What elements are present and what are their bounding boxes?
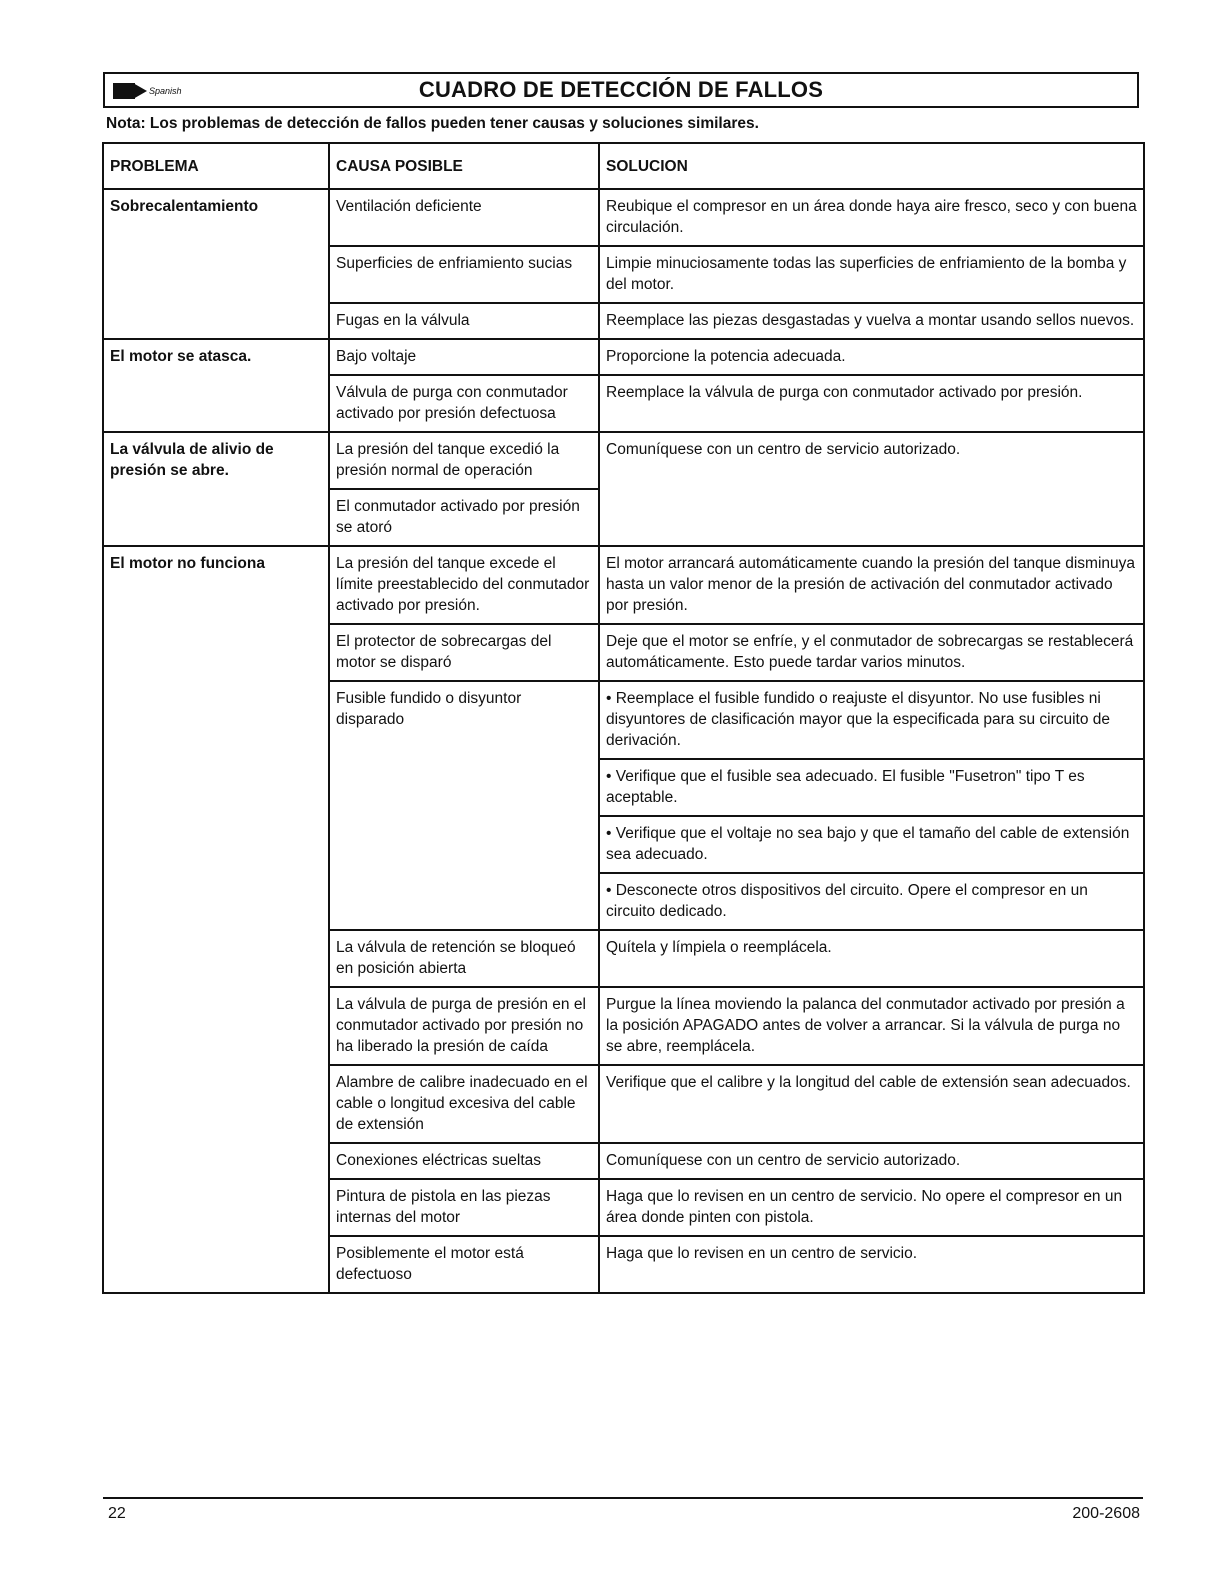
solution-cell: • Desconecte otros dispositivos del circuito. Opere el compresor en un circuito dedicado. [599, 873, 1144, 930]
solution-cell: Haga que lo revisen en un centro de servicio. [599, 1236, 1144, 1293]
cause-cell: La válvula de purga de presión en el conmutador activado por presión no ha liberado la presión de caída [329, 987, 599, 1065]
problem-cell: La válvula de alivio de presión se abre. [103, 432, 329, 546]
troubleshooting-table [102, 142, 1145, 1294]
solution-cell: • Verifique que el fusible sea adecuado. El fusible "Fusetron" tipo T es aceptable. [599, 759, 1144, 816]
table-row [103, 546, 1144, 624]
problem-cell: El motor no funciona [103, 546, 329, 1293]
language-label: Spanish [149, 86, 182, 96]
cause-cell: Fusible fundido o disyuntor disparado [329, 681, 599, 930]
note-text: Nota: Los problemas de detección de fallos pueden tener causas y soluciones similares. [106, 115, 759, 132]
column-header-problem: PROBLEMA [103, 143, 329, 189]
cause-cell: Conexiones eléctricas sueltas [329, 1143, 599, 1179]
column-header-cause: CAUSA POSIBLE [329, 143, 599, 189]
table-header-row [103, 143, 1144, 189]
cause-cell: La presión del tanque excedió la presión normal de operación [329, 432, 599, 489]
cause-cell: El conmutador activado por presión se atoró [329, 489, 599, 546]
cause-cell: Válvula de purga con conmutador activado por presión defectuosa [329, 375, 599, 432]
cause-cell: Ventilación deficiente [329, 189, 599, 246]
cause-cell: Alambre de calibre inadecuado en el cable o longitud excesiva del cable de extensión [329, 1065, 599, 1143]
problem-cell: El motor se atasca. [103, 339, 329, 432]
cause-cell: Posiblemente el motor está defectuoso [329, 1236, 599, 1293]
table-row [103, 189, 1144, 246]
solution-cell: Verifique que el calibre y la longitud del cable de extensión sean adecuados. [599, 1065, 1144, 1143]
cause-cell: La presión del tanque excede el límite preestablecido del conmutador activado por presión. [329, 546, 599, 624]
table-row [103, 432, 1144, 489]
cause-cell: Pintura de pistola en las piezas internas del motor [329, 1179, 599, 1236]
solution-cell: Limpie minuciosamente todas las superficies de enfriamiento de la bomba y del motor. [599, 246, 1144, 303]
column-header-solution: SOLUCION [599, 143, 1144, 189]
problem-cell: Sobrecalentamiento [103, 189, 329, 339]
solution-cell: Comuníquese con un centro de servicio autorizado. [599, 432, 1144, 546]
cause-cell: Superficies de enfriamiento sucias [329, 246, 599, 303]
table-row [103, 339, 1144, 375]
solution-cell: • Verifique que el voltaje no sea bajo y que el tamaño del cable de extensión sea adecuado. [599, 816, 1144, 873]
solution-cell: • Reemplace el fusible fundido o reajuste el disyuntor. No use fusibles ni disyuntores de clasificación mayor que la especificada para su circuito de derivación. [599, 681, 1144, 759]
solution-cell: El motor arrancará automáticamente cuando la presión del tanque disminuya hasta un valor menor de la presión de activación del conmutador activado por presión. [599, 546, 1144, 624]
section-header [103, 72, 1139, 108]
document-code: 200-2608 [1072, 1505, 1140, 1522]
solution-cell: Haga que lo revisen en un centro de servicio. No opere el compresor en un área donde pinten con pistola. [599, 1179, 1144, 1236]
cause-cell: Bajo voltaje [329, 339, 599, 375]
cause-cell: El protector de sobrecargas del motor se disparó [329, 624, 599, 681]
solution-cell: Deje que el motor se enfríe, y el conmutador de sobrecargas se restablecerá automáticamente. Esto puede tardar varios minutos. [599, 624, 1144, 681]
cause-cell: Fugas en la válvula [329, 303, 599, 339]
solution-cell: Reemplace las piezas desgastadas y vuelva a montar usando sellos nuevos. [599, 303, 1144, 339]
footer-divider [103, 1497, 1143, 1499]
solution-cell: Proporcione la potencia adecuada. [599, 339, 1144, 375]
page-number: 22 [108, 1505, 126, 1522]
solution-cell: Reubique el compresor en un área donde haya aire fresco, seco y con buena circulación. [599, 189, 1144, 246]
solution-cell: Quítela y límpiela o reemplácela. [599, 930, 1144, 987]
solution-cell: Reemplace la válvula de purga con conmutador activado por presión. [599, 375, 1144, 432]
solution-cell: Comuníquese con un centro de servicio autorizado. [599, 1143, 1144, 1179]
cause-cell: La válvula de retención se bloqueó en posición abierta [329, 930, 599, 987]
solution-cell: Purgue la línea moviendo la palanca del conmutador activado por presión a la posición APAGADO antes de volver a arrancar. Si la válvula de purga no se abre, reemplácela. [599, 987, 1144, 1065]
page-title: CUADRO DE DETECCIÓN DE FALLOS [418, 77, 824, 102]
